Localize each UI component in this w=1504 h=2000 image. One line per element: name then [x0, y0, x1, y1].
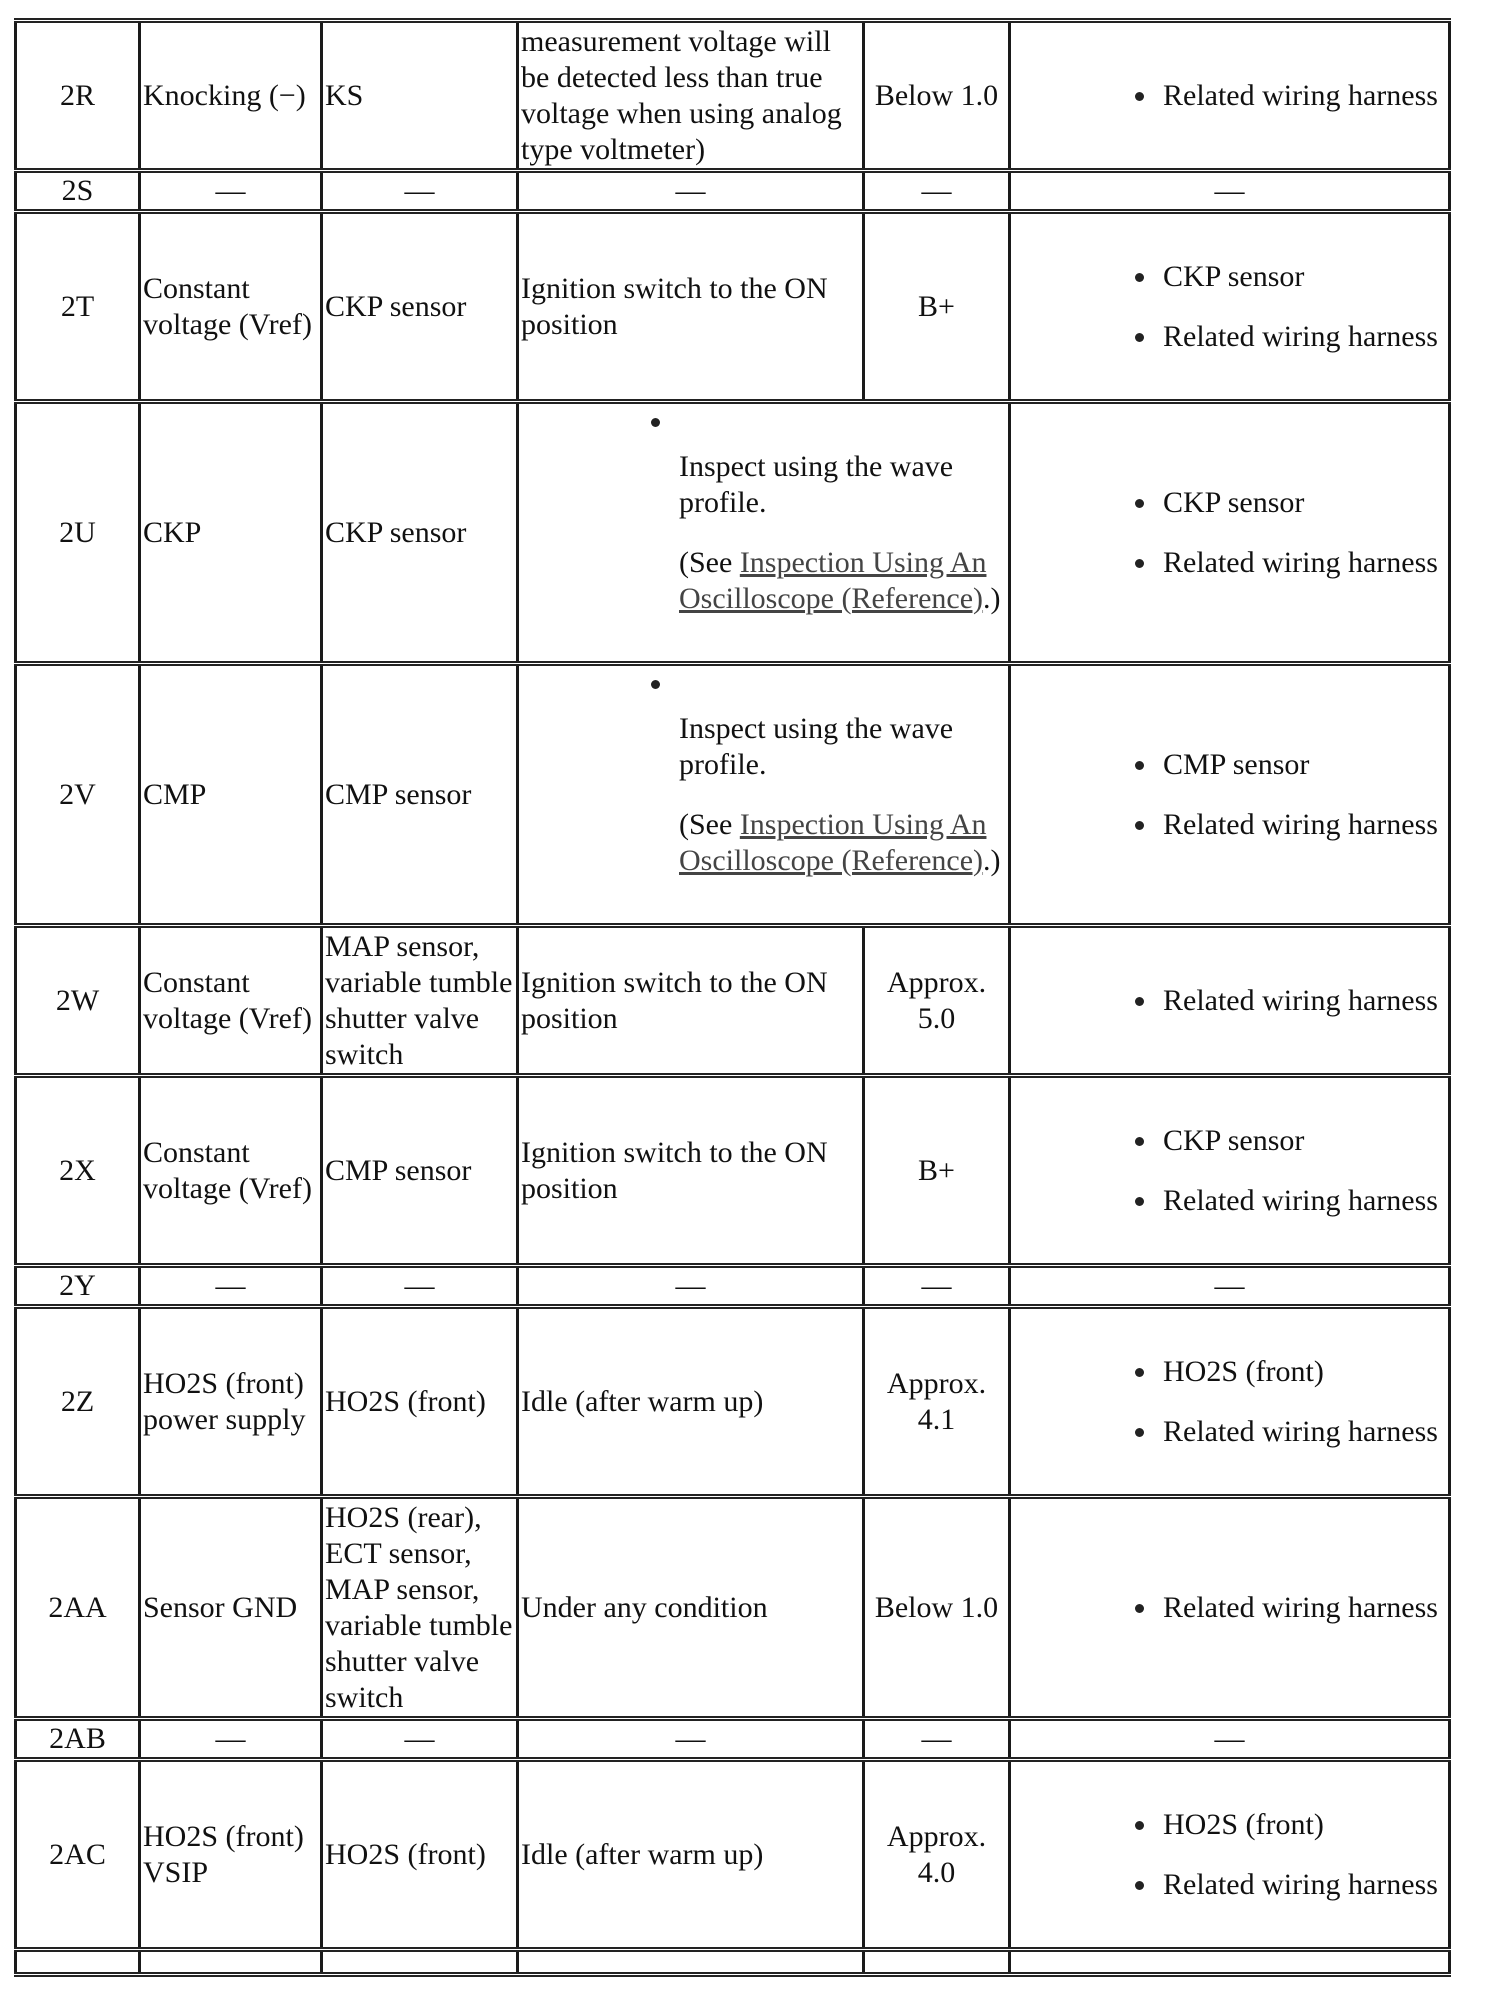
signal-cell: Sensor GND	[140, 1497, 322, 1719]
inspection-cell	[1010, 212, 1450, 402]
table-row	[16, 926, 1450, 1076]
signal-cell: Knocking (−)	[140, 21, 322, 171]
inspection-item: Related wiring harness	[1163, 1183, 1446, 1219]
condition-cell: Idle (after warm up)	[518, 1307, 864, 1497]
voltage-cell: Approx. 4.1	[864, 1307, 1010, 1497]
terminal-cell: 2AA	[16, 1497, 140, 1719]
condition-cell: measurement voltage will be detected less than true voltage when using analog type voltmeter)	[518, 21, 864, 171]
voltage-cell: B+	[864, 212, 1010, 402]
terminal-cell: 2R	[16, 21, 140, 171]
inspection-item: HO2S (front)	[1163, 1807, 1446, 1843]
connected-to-cell: —	[322, 1719, 518, 1760]
signal-cell: HO2S (front) power supply	[140, 1307, 322, 1497]
terminal-cell: 2X	[16, 1076, 140, 1266]
inspection-cell	[1010, 1076, 1450, 1266]
connected-to-cell: HO2S (rear), ECT sensor, MAP sensor, variable tumble shutter valve switch	[322, 1497, 518, 1719]
connected-to-cell: —	[322, 1266, 518, 1307]
table-row-partial	[16, 1950, 1450, 1975]
inspection-item: Related wiring harness	[1163, 983, 1446, 1019]
connected-to-cell: CMP sensor	[322, 664, 518, 926]
voltage-cell: Below 1.0	[864, 21, 1010, 171]
signal-cell: Constant voltage (Vref)	[140, 1076, 322, 1266]
empty-cell	[16, 1950, 140, 1975]
empty-cell	[864, 1950, 1010, 1975]
condition-cell: Under any condition	[518, 1497, 864, 1719]
inspection-item: CKP sensor	[1163, 1123, 1446, 1159]
table-row	[16, 1307, 1450, 1497]
wave-profile-cell	[518, 402, 1010, 664]
table-row	[16, 171, 1450, 212]
connected-to-cell: MAP sensor, variable tumble shutter valve switch	[322, 926, 518, 1076]
see-suffix: .)	[983, 843, 1001, 877]
voltage-cell: —	[864, 1266, 1010, 1307]
inspection-item: Related wiring harness	[1163, 78, 1446, 114]
wave-profile-text: Inspect using the wave profile.	[679, 711, 954, 781]
connected-to-cell: CMP sensor	[322, 1076, 518, 1266]
table-row	[16, 21, 1450, 171]
empty-cell	[1010, 1950, 1450, 1975]
table-row	[16, 212, 1450, 402]
terminal-cell: 2W	[16, 926, 140, 1076]
condition-cell: —	[518, 1719, 864, 1760]
table-row	[16, 1076, 1450, 1266]
empty-cell	[518, 1950, 864, 1975]
signal-cell: —	[140, 171, 322, 212]
condition-cell: —	[518, 1266, 864, 1307]
terminal-cell: 2Y	[16, 1266, 140, 1307]
terminal-cell: 2AB	[16, 1719, 140, 1760]
signal-cell: —	[140, 1266, 322, 1307]
table-row	[16, 664, 1450, 926]
inspection-cell	[1010, 926, 1450, 1076]
see-prefix: (See	[679, 545, 740, 579]
inspection-item: HO2S (front)	[1163, 1354, 1446, 1390]
inspection-cell	[1010, 1307, 1450, 1497]
condition-cell: Ignition switch to the ON position	[518, 212, 864, 402]
connected-to-cell: —	[322, 171, 518, 212]
table-row	[16, 1719, 1450, 1760]
see-suffix: .)	[983, 581, 1001, 615]
oscilloscope-reference-link[interactable]: Inspection Using An Oscilloscope (Reference)	[679, 545, 987, 615]
connected-to-cell: HO2S (front)	[322, 1760, 518, 1950]
voltage-cell: B+	[864, 1076, 1010, 1266]
signal-cell: CMP	[140, 664, 322, 926]
inspection-cell	[1010, 21, 1450, 171]
terminal-cell: 2T	[16, 212, 140, 402]
inspection-item: Related wiring harness	[1163, 319, 1446, 355]
voltage-cell: —	[864, 171, 1010, 212]
inspection-item: CKP sensor	[1163, 259, 1446, 295]
terminal-voltage-table	[14, 18, 1451, 1977]
table-row	[16, 1266, 1450, 1307]
terminal-cell: 2AC	[16, 1760, 140, 1950]
inspection-item: CKP sensor	[1163, 485, 1446, 521]
terminal-cell: 2S	[16, 171, 140, 212]
inspection-cell	[1010, 402, 1450, 664]
condition-cell: —	[518, 171, 864, 212]
voltage-cell: Below 1.0	[864, 1497, 1010, 1719]
voltage-cell: Approx. 4.0	[864, 1760, 1010, 1950]
wave-profile-cell	[518, 664, 1010, 926]
connected-to-cell: HO2S (front)	[322, 1307, 518, 1497]
bullet-icon	[651, 680, 660, 689]
condition-cell: Idle (after warm up)	[518, 1760, 864, 1950]
voltage-cell: —	[864, 1719, 1010, 1760]
signal-cell: —	[140, 1719, 322, 1760]
wave-profile-text: Inspect using the wave profile.	[679, 449, 954, 519]
terminal-cell: 2Z	[16, 1307, 140, 1497]
table-row	[16, 1760, 1450, 1950]
inspection-item: Related wiring harness	[1163, 807, 1446, 843]
see-reference	[679, 545, 1006, 617]
signal-cell: Constant voltage (Vref)	[140, 926, 322, 1076]
table-row	[16, 1497, 1450, 1719]
signal-cell: Constant voltage (Vref)	[140, 212, 322, 402]
signal-cell: CKP	[140, 402, 322, 664]
terminal-cell: 2V	[16, 664, 140, 926]
inspection-cell	[1010, 1760, 1450, 1950]
inspection-cell: —	[1010, 1266, 1450, 1307]
inspection-item: Related wiring harness	[1163, 1414, 1446, 1450]
bullet-icon	[651, 418, 660, 427]
see-prefix: (See	[679, 807, 740, 841]
inspection-cell	[1010, 1497, 1450, 1719]
see-reference	[679, 807, 1006, 879]
oscilloscope-reference-link[interactable]: Inspection Using An Oscilloscope (Reference)	[679, 807, 987, 877]
voltage-cell: Approx. 5.0	[864, 926, 1010, 1076]
connected-to-cell: CKP sensor	[322, 212, 518, 402]
empty-cell	[322, 1950, 518, 1975]
inspection-cell: —	[1010, 1719, 1450, 1760]
table-row	[16, 402, 1450, 664]
empty-cell	[140, 1950, 322, 1975]
signal-cell: HO2S (front) VSIP	[140, 1760, 322, 1950]
condition-cell: Ignition switch to the ON position	[518, 926, 864, 1076]
inspection-cell: —	[1010, 171, 1450, 212]
connected-to-cell: KS	[322, 21, 518, 171]
inspection-item: Related wiring harness	[1163, 1590, 1446, 1626]
connected-to-cell: CKP sensor	[322, 402, 518, 664]
inspection-cell	[1010, 664, 1450, 926]
terminal-cell: 2U	[16, 402, 140, 664]
condition-cell: Ignition switch to the ON position	[518, 1076, 864, 1266]
inspection-item: Related wiring harness	[1163, 545, 1446, 581]
inspection-item: CMP sensor	[1163, 747, 1446, 783]
inspection-item: Related wiring harness	[1163, 1867, 1446, 1903]
